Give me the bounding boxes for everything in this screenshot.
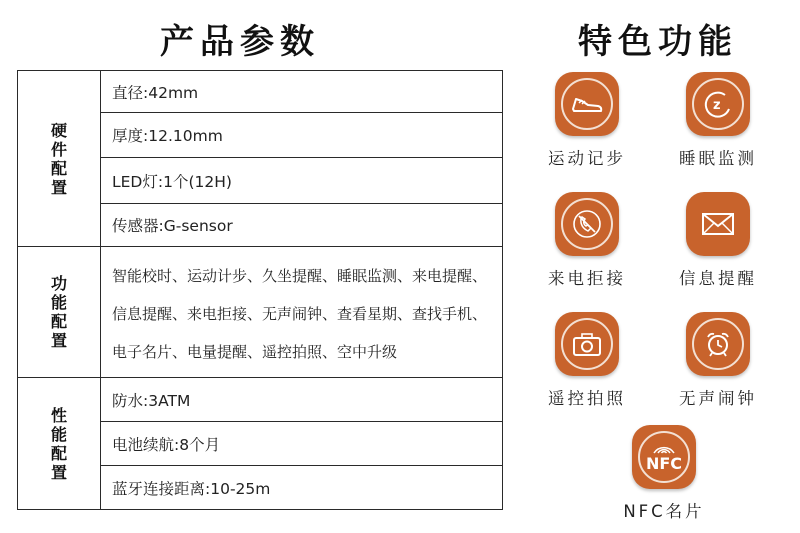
- feature-call-reject: [527, 192, 647, 289]
- nfc-icon: [638, 431, 690, 483]
- feature-message-alert: [658, 192, 778, 289]
- feature-label: 运动记步: [548, 149, 626, 168]
- spec-sensor: 传感器:G-sensor: [101, 204, 503, 247]
- function-line: 电子名片、电量提醒、遥控拍照、空中升级: [112, 343, 398, 361]
- function-line: 智能校时、运动计步、久坐提醒、睡眠监测、来电提醒、: [112, 267, 488, 285]
- function-line: 信息提醒、来电拒接、无声闹钟、查看星期、查找手机、: [112, 305, 488, 323]
- features-title: 特色功能: [578, 22, 738, 62]
- shoe-icon: [561, 78, 613, 130]
- feature-label: 信息提醒: [679, 269, 757, 288]
- svg-text:z: z: [713, 98, 721, 113]
- hardware-category: 硬 件 配 置: [18, 71, 101, 247]
- feature-silent-alarm: [658, 312, 778, 409]
- spec-battery: 电池续航:8个月: [101, 422, 503, 466]
- feature-step-counting: [527, 72, 647, 169]
- nfc-icon-text: NFC: [645, 453, 683, 473]
- feature-label: 来电拒接: [548, 269, 626, 288]
- feature-label: 无声闹钟: [679, 389, 757, 408]
- spec-led: LED灯:1个(12H): [101, 158, 503, 204]
- feature-sleep-monitor: [658, 72, 778, 169]
- spec-thickness: 厚度:12.10mm: [101, 113, 503, 158]
- spec-diameter: 直径:42mm: [101, 71, 503, 113]
- alarm-clock-icon: [692, 318, 744, 370]
- spec-table: [17, 70, 503, 510]
- function-list: [101, 247, 503, 378]
- feature-nfc-card: [604, 425, 724, 522]
- params-title: 产品参数: [160, 22, 320, 62]
- call-reject-icon: [561, 198, 613, 250]
- spec-bluetooth-range: 蓝牙连接距离:10-25m: [101, 466, 503, 510]
- camera-icon: [561, 318, 613, 370]
- performance-category: 性 能 配 置: [18, 378, 101, 510]
- envelope-icon: [694, 200, 742, 248]
- feature-label: 睡眠监测: [679, 149, 757, 168]
- function-category: 功 能 配 置: [18, 247, 101, 378]
- feature-label: NFC名片: [623, 502, 705, 521]
- feature-remote-photo: [527, 312, 647, 409]
- sleep-icon: [692, 78, 744, 130]
- spec-waterproof: 防水:3ATM: [101, 378, 503, 422]
- feature-label: 遥控拍照: [548, 389, 626, 408]
